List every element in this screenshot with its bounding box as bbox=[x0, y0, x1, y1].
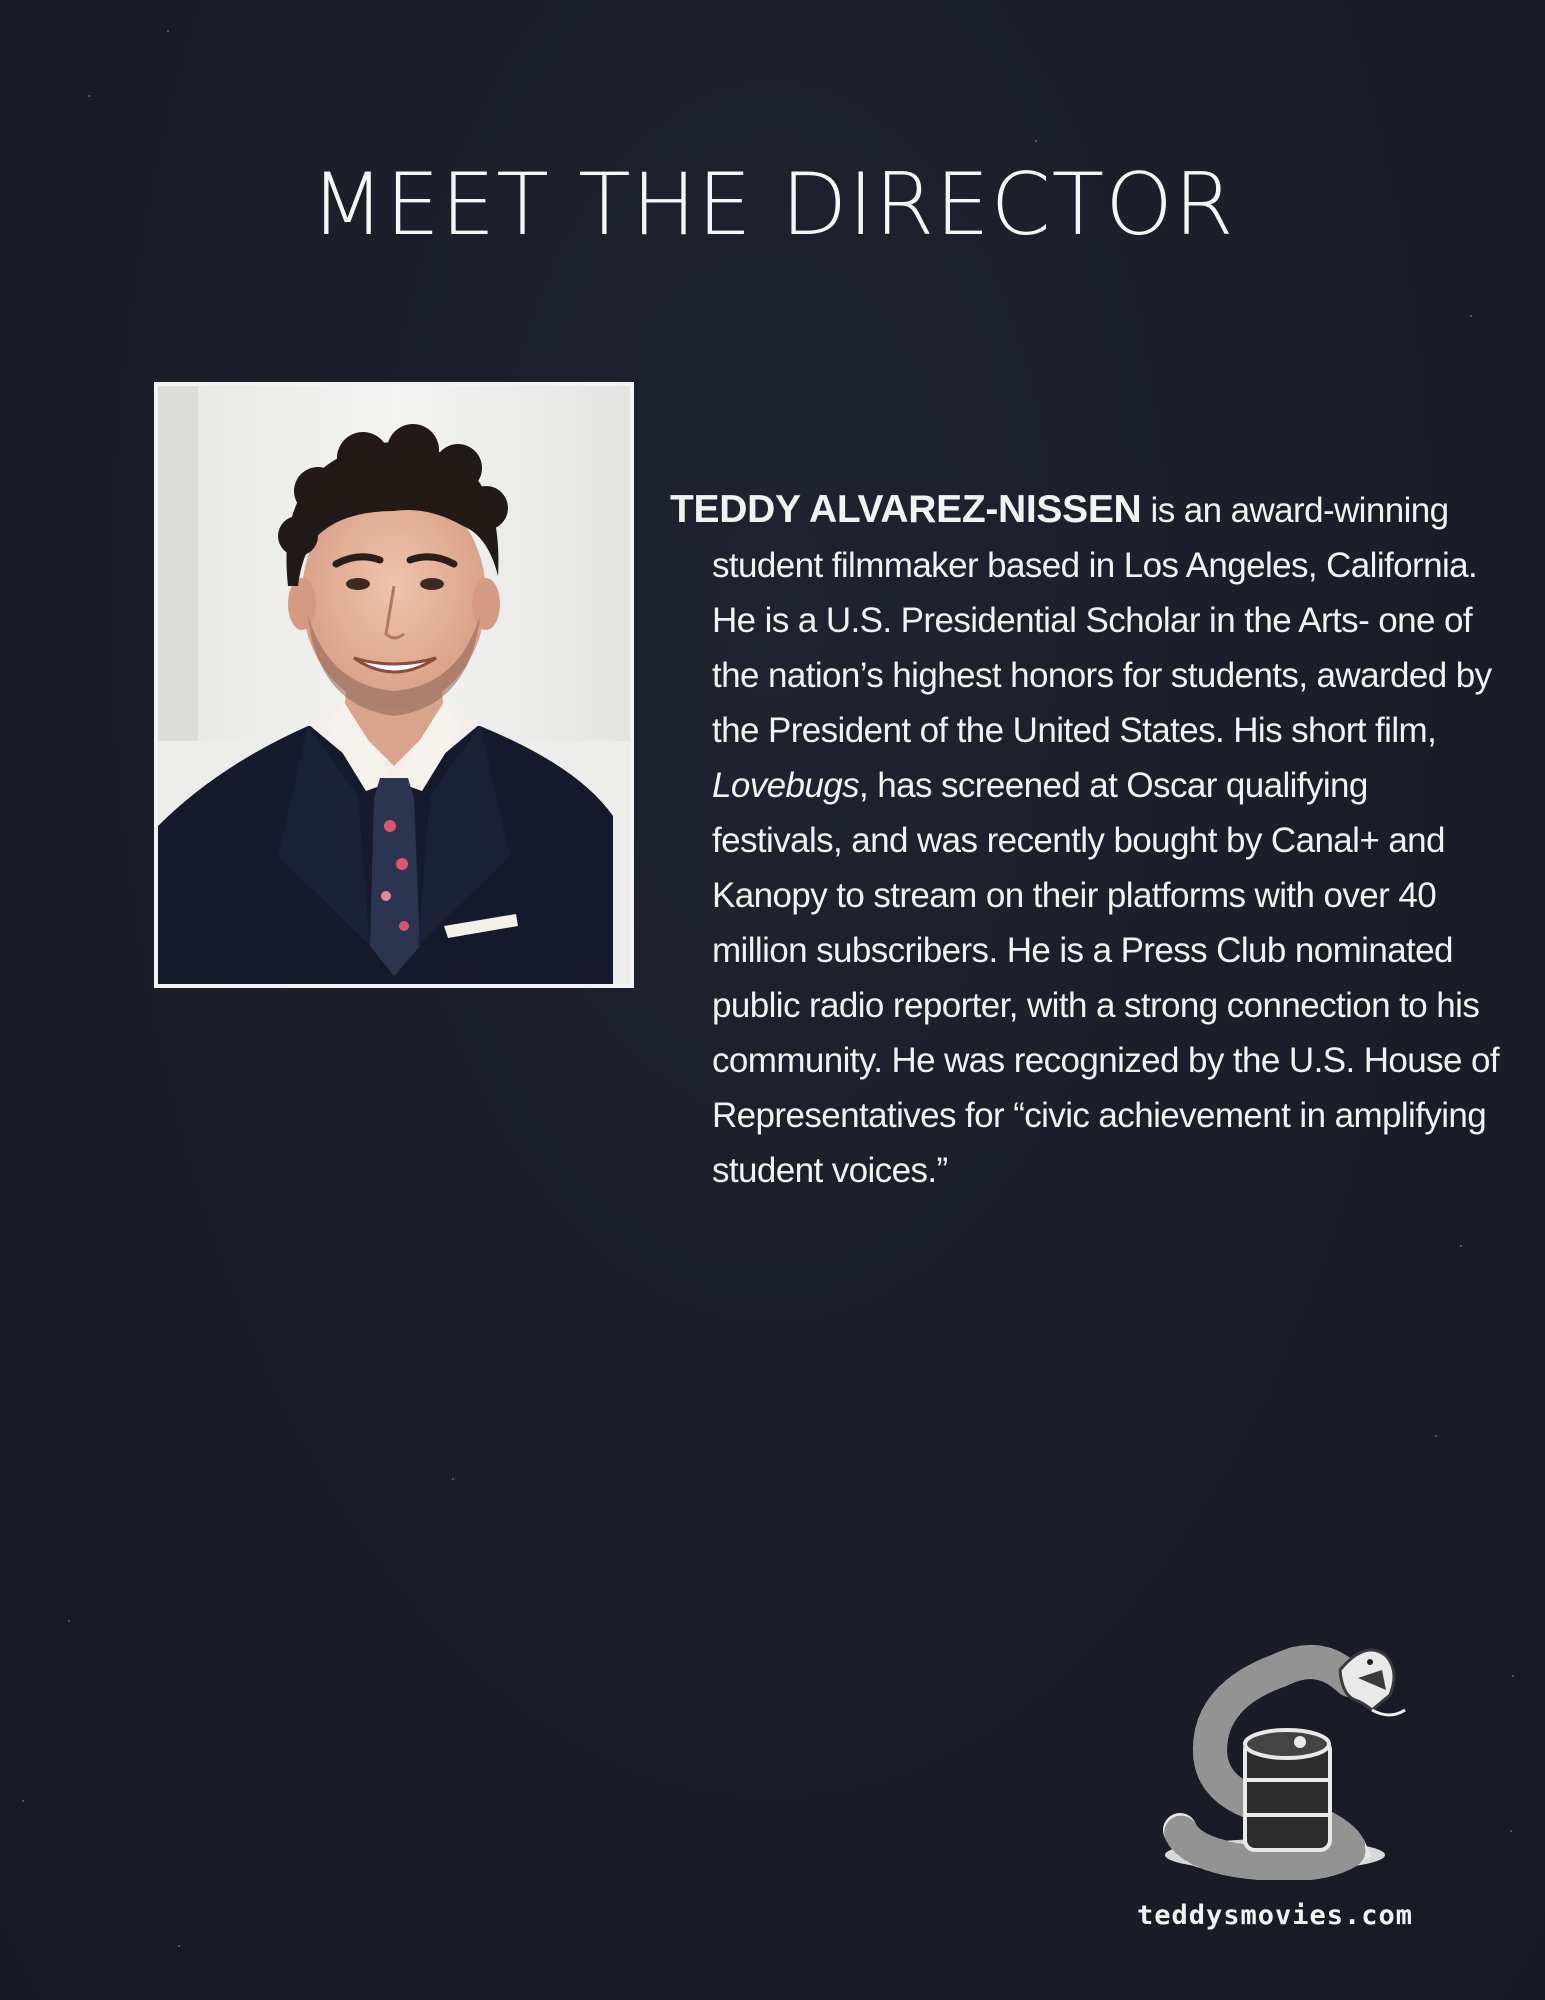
background-speck bbox=[22, 1800, 24, 1802]
website-url[interactable]: teddysmovies.com bbox=[1136, 1900, 1414, 1931]
background-speck bbox=[1510, 1830, 1512, 1832]
film-title: Lovebugs bbox=[712, 766, 859, 805]
director-name: TEDDY ALVAREZ-NISSEN bbox=[670, 488, 1142, 531]
bio-text-part-2: , has screened at Oscar qualifying festivals, and was recently bought by Canal+ and Kanopy to stream on their platforms with over 40 million subscribers. He is a Press Club nominated public radio reporter, with a strong connection to his community. He was recognized by the U.S. House of Representatives for “civic achievement in amplifying student voices.” bbox=[712, 766, 1499, 1190]
director-photo bbox=[154, 382, 634, 988]
director-bio bbox=[670, 482, 1502, 1198]
background-speck bbox=[178, 1945, 180, 1947]
background-speck bbox=[167, 30, 169, 32]
bio-text-part-1: is an award-winning student filmmaker based in Los Angeles, California. He is a U.S. Presidential Scholar in the Arts- one of the nation’s highest honors for students, awarded by the President of the United States. His short film, bbox=[712, 491, 1492, 750]
snake-barrel-logo-icon bbox=[1150, 1640, 1410, 1880]
background-speck bbox=[1435, 1435, 1437, 1437]
background-speck bbox=[1460, 1245, 1462, 1247]
background-speck bbox=[452, 1478, 454, 1480]
portrait-photo bbox=[158, 386, 630, 984]
background-speck bbox=[68, 1620, 70, 1622]
background-speck bbox=[1512, 1675, 1514, 1677]
background-speck bbox=[1470, 315, 1472, 317]
background-speck bbox=[88, 95, 90, 97]
background-speck bbox=[1035, 140, 1037, 142]
page-title: MEET THE DIRECTOR bbox=[310, 155, 1235, 255]
